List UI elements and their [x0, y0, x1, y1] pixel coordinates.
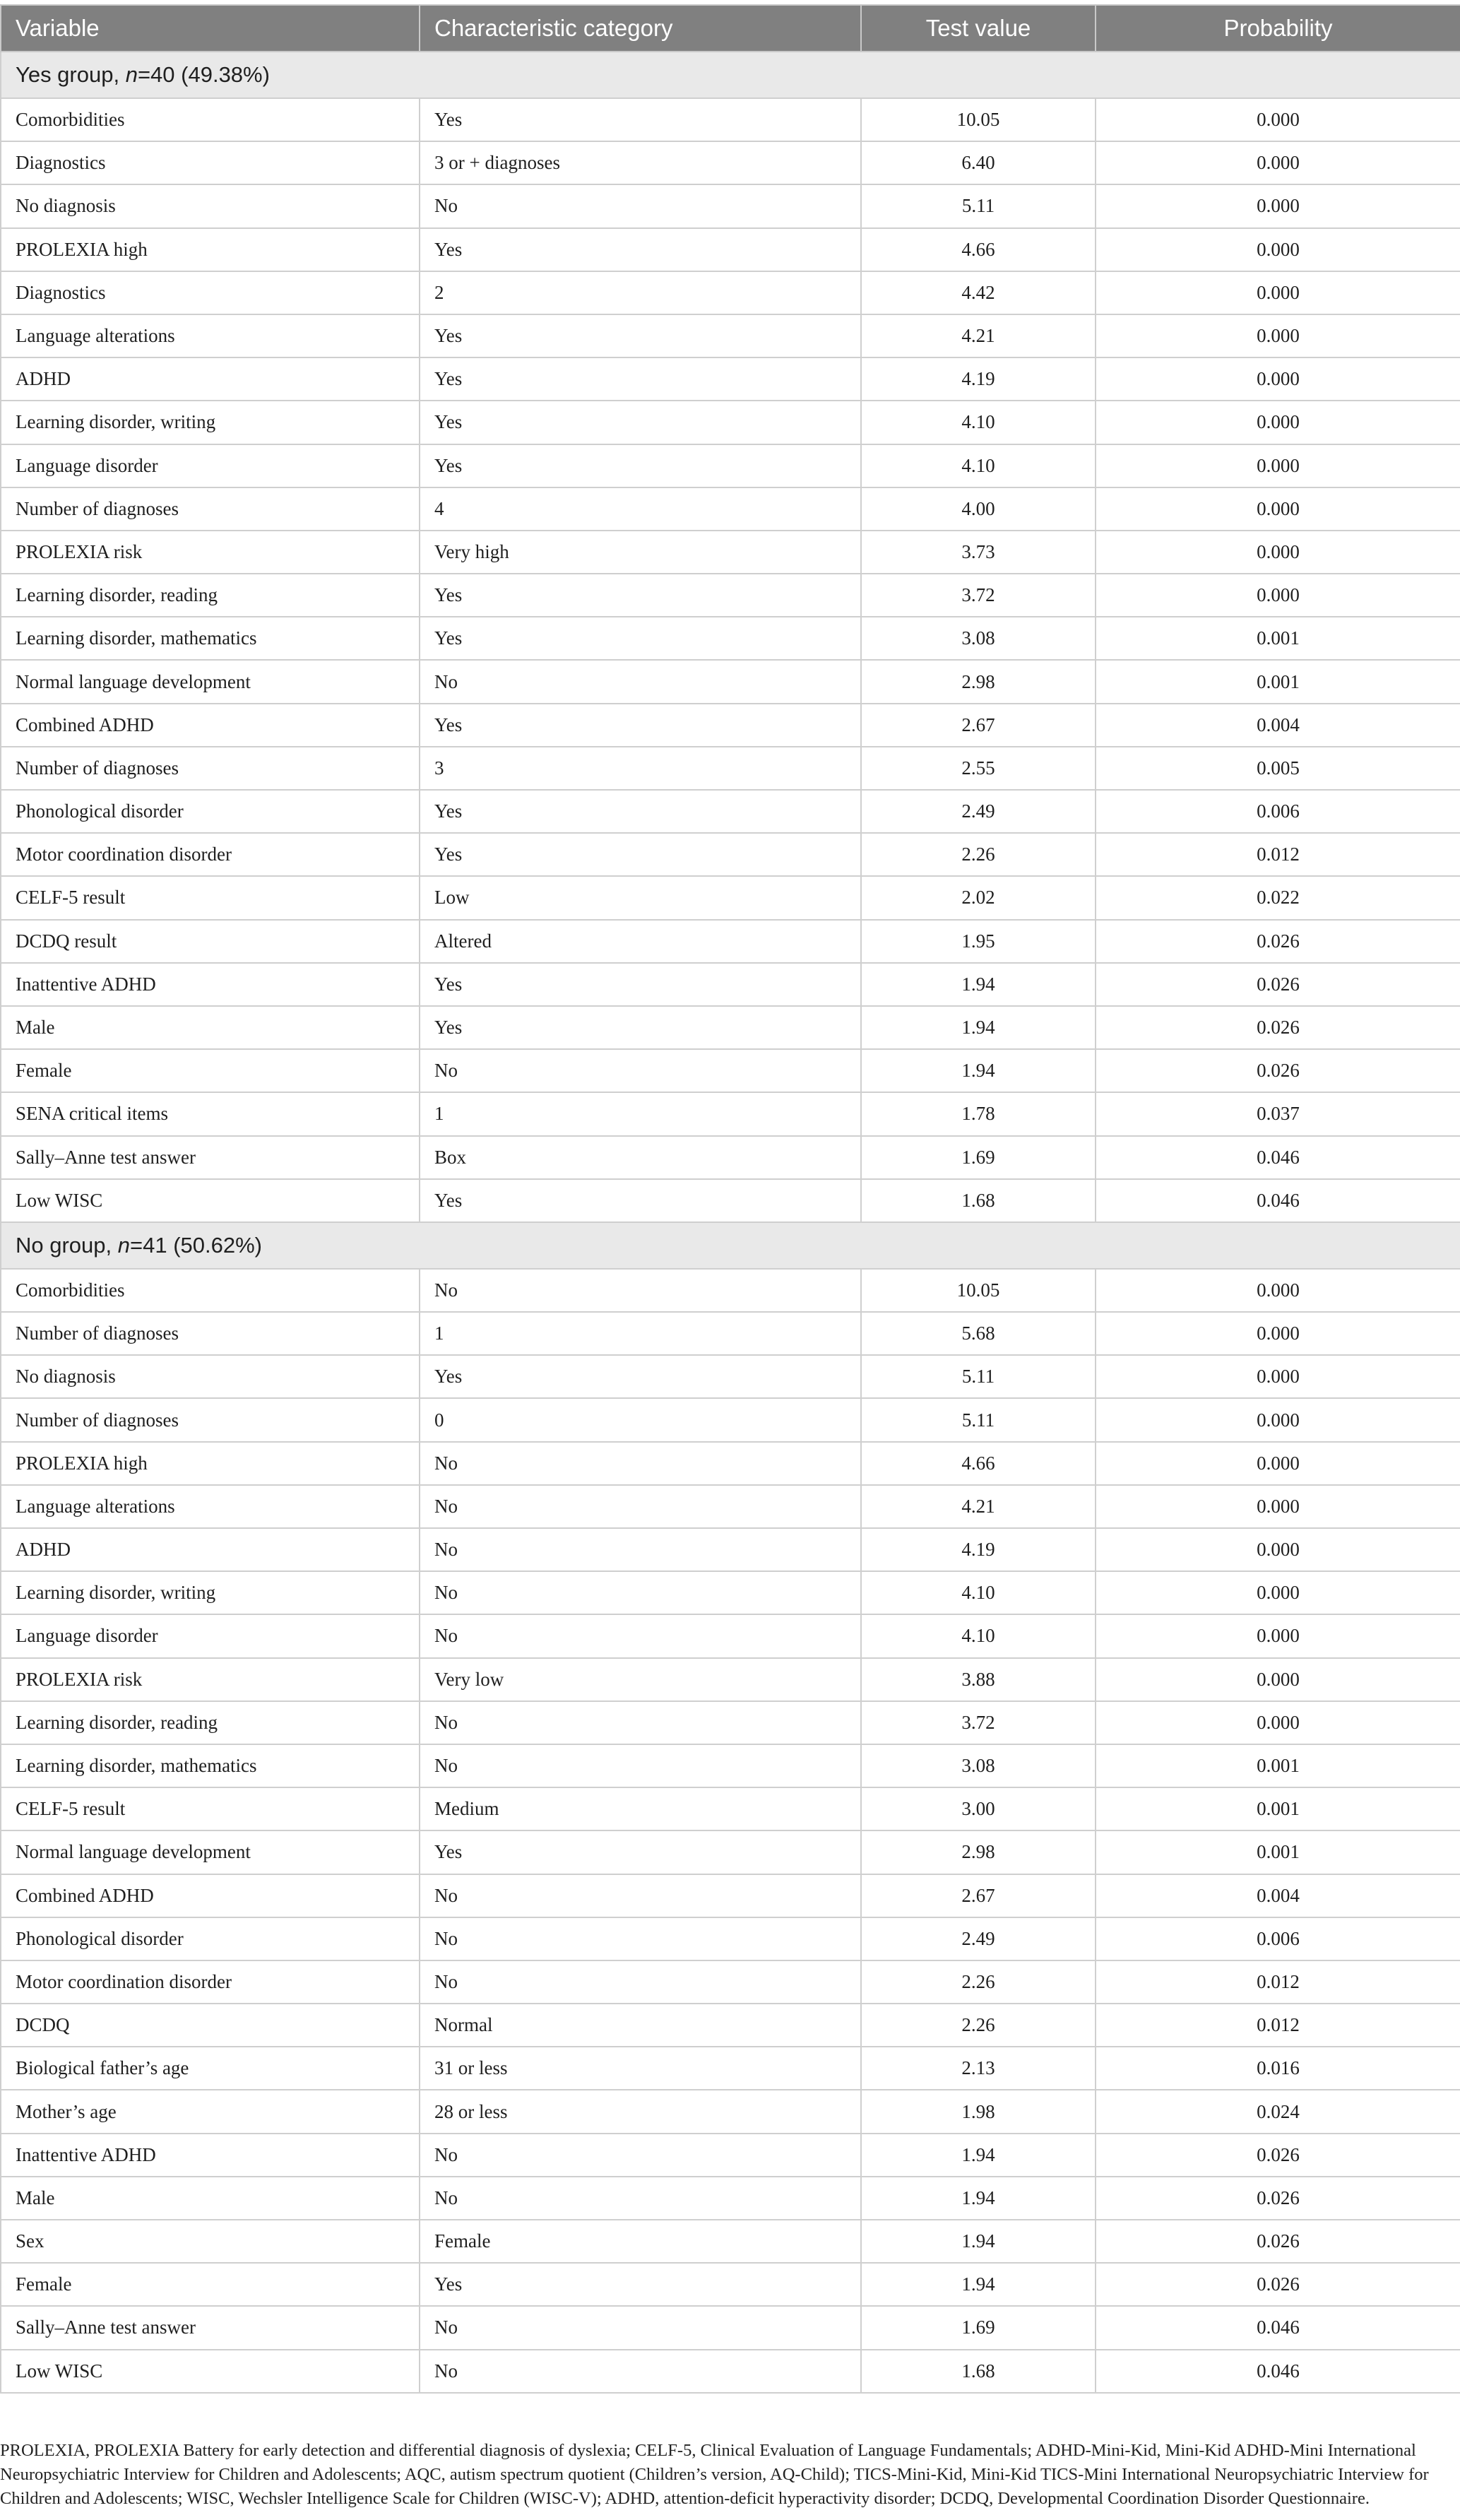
cell-test-value: 1.94	[861, 1049, 1096, 1092]
cell-variable: Number of diagnoses	[1, 747, 420, 790]
cell-variable: Learning disorder, reading	[1, 1701, 420, 1744]
cell-category: Yes	[420, 704, 861, 747]
table-row	[1, 1312, 1460, 1355]
table-row	[1, 1787, 1460, 1830]
cell-test-value: 3.08	[861, 1744, 1096, 1787]
table-row	[1, 1830, 1460, 1874]
table-row	[1, 487, 1460, 531]
table-row	[1, 2134, 1460, 2177]
table-row	[1, 401, 1460, 444]
cell-variable: Motor coordination disorder	[1, 1960, 420, 2004]
table-footnote: PROLEXIA, PROLEXIA Battery for early detection and differential diagnosis of dyslexia; CELF-5, Clinical Evaluation of Language Fundamentals; ADHD-Mini-Kid, Mini-Kid ADHD-Mini International Neuropsychiatric Interview for Children and Adolescents; AQC, autism spectrum quotient (Children’s version, AQ-Child); TICS-Mini-Kid, Mini-Kid TICS-Mini International Neuropsychiatric Interview for Children and Adolescents; WISC, Wechsler Intelligence Scale for Children (WISC-V); ADHD, attention-deficit hyperactivity disorder; DCDQ, Developmental Coordination Disorder Questionnaire.	[0, 2441, 1429, 2508]
cell-variable: ADHD	[1, 1528, 420, 1571]
cell-test-value: 4.21	[861, 314, 1096, 357]
cell-variable: Sally–Anne test answer	[1, 2306, 420, 2349]
cell-category: No	[420, 2306, 861, 2349]
cell-probability: 0.046	[1096, 2350, 1460, 2393]
table-row	[1, 660, 1460, 703]
cell-variable: DCDQ	[1, 2004, 420, 2047]
cell-probability: 0.000	[1096, 357, 1460, 401]
cell-test-value: 4.42	[861, 271, 1096, 314]
cell-test-value: 1.69	[861, 2306, 1096, 2349]
cell-test-value: 3.72	[861, 1701, 1096, 1744]
table-row	[1, 228, 1460, 271]
cell-category: No	[420, 660, 861, 703]
table-row	[1, 184, 1460, 227]
cell-probability: 0.000	[1096, 228, 1460, 271]
cell-category: 2	[420, 271, 861, 314]
cell-category: Low	[420, 876, 861, 919]
table-header	[1, 5, 1460, 52]
cell-variable: Low WISC	[1, 2350, 420, 2393]
cell-probability: 0.005	[1096, 747, 1460, 790]
cell-variable: PROLEXIA high	[1, 1442, 420, 1485]
table-row	[1, 1092, 1460, 1135]
cell-category: No	[420, 1917, 861, 1960]
cell-category: Yes	[420, 314, 861, 357]
cell-probability: 0.000	[1096, 314, 1460, 357]
table-row	[1, 1917, 1460, 1960]
table-row	[1, 747, 1460, 790]
cell-test-value: 5.11	[861, 184, 1096, 227]
cell-probability: 0.046	[1096, 1136, 1460, 1179]
table-row	[1, 1136, 1460, 1179]
table-row	[1, 963, 1460, 1006]
cell-category: 3	[420, 747, 861, 790]
cell-test-value: 2.26	[861, 2004, 1096, 2047]
table-row	[1, 574, 1460, 617]
cell-probability: 0.012	[1096, 2004, 1460, 2047]
cell-variable: Language disorder	[1, 1614, 420, 1657]
cell-category: Altered	[420, 920, 861, 963]
table-row	[1, 1049, 1460, 1092]
cell-probability: 0.001	[1096, 1744, 1460, 1787]
cell-variable: Sex	[1, 2220, 420, 2263]
cell-variable: Inattentive ADHD	[1, 2134, 420, 2177]
cell-variable: Female	[1, 2263, 420, 2306]
cell-category: 1	[420, 1312, 861, 1355]
cell-test-value: 4.10	[861, 1614, 1096, 1657]
cell-probability: 0.026	[1096, 963, 1460, 1006]
cell-probability: 0.001	[1096, 1830, 1460, 1874]
cell-variable: Male	[1, 2177, 420, 2220]
cell-variable: Male	[1, 1006, 420, 1049]
cell-test-value: 4.19	[861, 357, 1096, 401]
cell-category: Yes	[420, 1830, 861, 1874]
cell-test-value: 3.08	[861, 617, 1096, 660]
cell-variable: Diagnostics	[1, 141, 420, 184]
table-row	[1, 2220, 1460, 2263]
cell-category: Yes	[420, 833, 861, 876]
cell-category: No	[420, 1614, 861, 1657]
cell-variable: Normal language development	[1, 1830, 420, 1874]
cell-category: No	[420, 184, 861, 227]
cell-test-value: 4.00	[861, 487, 1096, 531]
cell-variable: Combined ADHD	[1, 1874, 420, 1917]
cell-category: Yes	[420, 357, 861, 401]
cell-variable: Number of diagnoses	[1, 1398, 420, 1441]
cell-probability: 0.012	[1096, 833, 1460, 876]
results-table-container	[0, 4, 1460, 2394]
cell-variable: Low WISC	[1, 1179, 420, 1222]
cell-variable: Learning disorder, writing	[1, 1571, 420, 1614]
cell-variable: Number of diagnoses	[1, 487, 420, 531]
cell-probability: 0.000	[1096, 531, 1460, 574]
cell-variable: Biological father’s age	[1, 2047, 420, 2090]
group-label	[1, 52, 1460, 98]
cell-probability: 0.026	[1096, 2177, 1460, 2220]
cell-category: Normal	[420, 2004, 861, 2047]
cell-category: Yes	[420, 617, 861, 660]
cell-test-value: 2.26	[861, 1960, 1096, 2004]
cell-probability: 0.046	[1096, 2306, 1460, 2349]
table-row	[1, 2047, 1460, 2090]
cell-probability: 0.026	[1096, 1049, 1460, 1092]
cell-category: Yes	[420, 228, 861, 271]
cell-test-value: 2.13	[861, 2047, 1096, 2090]
cell-variable: SENA critical items	[1, 1092, 420, 1135]
cell-probability: 0.000	[1096, 444, 1460, 487]
cell-test-value: 4.19	[861, 1528, 1096, 1571]
group-label-prefix: No group,	[16, 1232, 118, 1258]
cell-variable: Mother’s age	[1, 2090, 420, 2133]
cell-test-value: 1.94	[861, 2263, 1096, 2306]
cell-test-value: 5.11	[861, 1398, 1096, 1441]
cell-test-value: 4.10	[861, 1571, 1096, 1614]
cell-probability: 0.026	[1096, 2134, 1460, 2177]
cell-probability: 0.000	[1096, 574, 1460, 617]
header-row	[1, 5, 1460, 52]
cell-category: No	[420, 2177, 861, 2220]
cell-probability: 0.000	[1096, 1614, 1460, 1657]
results-table	[0, 4, 1460, 2394]
cell-category: Box	[420, 1136, 861, 1179]
cell-probability: 0.000	[1096, 1658, 1460, 1701]
cell-test-value: 10.05	[861, 1269, 1096, 1312]
table-row	[1, 1571, 1460, 1614]
cell-probability: 0.000	[1096, 141, 1460, 184]
cell-probability: 0.037	[1096, 1092, 1460, 1135]
cell-probability: 0.000	[1096, 1571, 1460, 1614]
table-row	[1, 98, 1460, 141]
cell-variable: Sally–Anne test answer	[1, 1136, 420, 1179]
table-row	[1, 1398, 1460, 1441]
cell-variable: Phonological disorder	[1, 1917, 420, 1960]
cell-probability: 0.001	[1096, 617, 1460, 660]
cell-variable: ADHD	[1, 357, 420, 401]
cell-test-value: 1.68	[861, 2350, 1096, 2393]
cell-probability: 0.026	[1096, 1006, 1460, 1049]
cell-probability: 0.022	[1096, 876, 1460, 919]
cell-category: 3 or + diagnoses	[420, 141, 861, 184]
cell-category: No	[420, 1960, 861, 2004]
cell-probability: 0.004	[1096, 704, 1460, 747]
cell-test-value: 1.94	[861, 2177, 1096, 2220]
cell-variable: Language alterations	[1, 314, 420, 357]
cell-test-value: 3.00	[861, 1787, 1096, 1830]
cell-probability: 0.000	[1096, 1355, 1460, 1398]
table-row	[1, 1614, 1460, 1657]
cell-probability: 0.000	[1096, 1442, 1460, 1485]
cell-test-value: 4.10	[861, 444, 1096, 487]
cell-probability: 0.006	[1096, 790, 1460, 833]
cell-test-value: 2.67	[861, 704, 1096, 747]
group-label-n: n	[125, 62, 138, 87]
table-row	[1, 1658, 1460, 1701]
cell-category: Yes	[420, 444, 861, 487]
cell-category: No	[420, 1269, 861, 1312]
group-header-row	[1, 52, 1460, 98]
table-row	[1, 920, 1460, 963]
table-row	[1, 704, 1460, 747]
cell-category: 4	[420, 487, 861, 531]
cell-probability: 0.000	[1096, 184, 1460, 227]
cell-category: No	[420, 2134, 861, 2177]
cell-test-value: 1.94	[861, 1006, 1096, 1049]
table-row	[1, 1006, 1460, 1049]
table-row	[1, 2263, 1460, 2306]
table-row	[1, 2306, 1460, 2349]
header-test-value: Test value	[861, 5, 1096, 52]
cell-category: 0	[420, 1398, 861, 1441]
cell-variable: No diagnosis	[1, 1355, 420, 1398]
cell-probability: 0.001	[1096, 660, 1460, 703]
table-row	[1, 2004, 1460, 2047]
cell-test-value: 1.98	[861, 2090, 1096, 2133]
cell-test-value: 3.72	[861, 574, 1096, 617]
table-row	[1, 1528, 1460, 1571]
cell-test-value: 2.02	[861, 876, 1096, 919]
table-row	[1, 1960, 1460, 2004]
cell-category: No	[420, 2350, 861, 2393]
cell-test-value: 4.21	[861, 1485, 1096, 1528]
group-label	[1, 1222, 1460, 1269]
cell-probability: 0.000	[1096, 1485, 1460, 1528]
cell-test-value: 1.94	[861, 2220, 1096, 2263]
group-label-count: =40 (49.38%)	[137, 62, 270, 87]
cell-variable: PROLEXIA risk	[1, 1658, 420, 1701]
cell-test-value: 3.73	[861, 531, 1096, 574]
cell-test-value: 5.11	[861, 1355, 1096, 1398]
cell-test-value: 5.68	[861, 1312, 1096, 1355]
cell-probability: 0.024	[1096, 2090, 1460, 2133]
cell-probability: 0.004	[1096, 1874, 1460, 1917]
cell-variable: No diagnosis	[1, 184, 420, 227]
cell-variable: Learning disorder, mathematics	[1, 1744, 420, 1787]
cell-test-value: 2.98	[861, 660, 1096, 703]
cell-category: No	[420, 1528, 861, 1571]
cell-test-value: 1.95	[861, 920, 1096, 963]
cell-variable: Learning disorder, mathematics	[1, 617, 420, 660]
cell-probability: 0.000	[1096, 401, 1460, 444]
cell-variable: Female	[1, 1049, 420, 1092]
cell-category: Yes	[420, 963, 861, 1006]
table-row	[1, 2177, 1460, 2220]
cell-test-value: 2.67	[861, 1874, 1096, 1917]
cell-category: 28 or less	[420, 2090, 861, 2133]
cell-probability: 0.000	[1096, 98, 1460, 141]
cell-test-value: 10.05	[861, 98, 1096, 141]
cell-test-value: 2.98	[861, 1830, 1096, 1874]
cell-category: Yes	[420, 98, 861, 141]
cell-category: Yes	[420, 1355, 861, 1398]
table-row	[1, 357, 1460, 401]
table-row	[1, 271, 1460, 314]
cell-probability: 0.000	[1096, 1269, 1460, 1312]
cell-variable: PROLEXIA high	[1, 228, 420, 271]
cell-test-value: 2.26	[861, 833, 1096, 876]
cell-category: Yes	[420, 1179, 861, 1222]
cell-category: No	[420, 1485, 861, 1528]
cell-probability: 0.001	[1096, 1787, 1460, 1830]
cell-variable: PROLEXIA risk	[1, 531, 420, 574]
cell-category: Yes	[420, 2263, 861, 2306]
cell-category: 31 or less	[420, 2047, 861, 2090]
table-row	[1, 1485, 1460, 1528]
table-row	[1, 617, 1460, 660]
cell-probability: 0.000	[1096, 271, 1460, 314]
cell-variable: CELF-5 result	[1, 876, 420, 919]
cell-variable: Language alterations	[1, 1485, 420, 1528]
cell-probability: 0.016	[1096, 2047, 1460, 2090]
table-row	[1, 1442, 1460, 1485]
cell-category: No	[420, 1874, 861, 1917]
cell-test-value: 4.66	[861, 1442, 1096, 1485]
cell-probability: 0.006	[1096, 1917, 1460, 1960]
cell-test-value: 1.94	[861, 2134, 1096, 2177]
cell-variable: Normal language development	[1, 660, 420, 703]
cell-category: Yes	[420, 401, 861, 444]
table-row	[1, 1744, 1460, 1787]
cell-category: No	[420, 1571, 861, 1614]
table-row	[1, 314, 1460, 357]
cell-test-value: 2.49	[861, 1917, 1096, 1960]
cell-variable: Motor coordination disorder	[1, 833, 420, 876]
table-row	[1, 1269, 1460, 1312]
table-row	[1, 1179, 1460, 1222]
cell-variable: Inattentive ADHD	[1, 963, 420, 1006]
group-label-count: =41 (50.62%)	[130, 1232, 262, 1258]
table-row	[1, 444, 1460, 487]
cell-test-value: 1.69	[861, 1136, 1096, 1179]
cell-category: Yes	[420, 790, 861, 833]
cell-category: 1	[420, 1092, 861, 1135]
group-label-prefix: Yes group,	[16, 62, 126, 87]
group-header-row	[1, 1222, 1460, 1269]
table-body	[1, 52, 1460, 2393]
cell-category: Yes	[420, 1006, 861, 1049]
cell-category: Very low	[420, 1658, 861, 1701]
cell-variable: Number of diagnoses	[1, 1312, 420, 1355]
table-row	[1, 531, 1460, 574]
cell-category: No	[420, 1701, 861, 1744]
cell-variable: Learning disorder, reading	[1, 574, 420, 617]
table-row	[1, 833, 1460, 876]
cell-test-value: 6.40	[861, 141, 1096, 184]
table-row	[1, 2090, 1460, 2133]
cell-category: No	[420, 1049, 861, 1092]
group-label-n: n	[117, 1232, 131, 1258]
cell-probability: 0.026	[1096, 2263, 1460, 2306]
cell-probability: 0.000	[1096, 1701, 1460, 1744]
table-row	[1, 876, 1460, 919]
cell-category: No	[420, 1744, 861, 1787]
cell-variable: Phonological disorder	[1, 790, 420, 833]
cell-probability: 0.026	[1096, 920, 1460, 963]
cell-category: Medium	[420, 1787, 861, 1830]
cell-probability: 0.012	[1096, 1960, 1460, 2004]
cell-variable: Comorbidities	[1, 98, 420, 141]
cell-test-value: 4.66	[861, 228, 1096, 271]
cell-variable: CELF-5 result	[1, 1787, 420, 1830]
table-row	[1, 790, 1460, 833]
cell-probability: 0.000	[1096, 1528, 1460, 1571]
cell-variable: Language disorder	[1, 444, 420, 487]
table-row	[1, 141, 1460, 184]
cell-variable: DCDQ result	[1, 920, 420, 963]
cell-probability: 0.046	[1096, 1179, 1460, 1222]
cell-probability: 0.000	[1096, 1398, 1460, 1441]
table-row	[1, 1874, 1460, 1917]
cell-probability: 0.000	[1096, 487, 1460, 531]
cell-test-value: 2.55	[861, 747, 1096, 790]
cell-category: Very high	[420, 531, 861, 574]
cell-test-value: 3.88	[861, 1658, 1096, 1701]
table-row	[1, 1355, 1460, 1398]
table-row	[1, 2350, 1460, 2393]
cell-test-value: 1.68	[861, 1179, 1096, 1222]
cell-variable: Combined ADHD	[1, 704, 420, 747]
table-row	[1, 1701, 1460, 1744]
cell-test-value: 1.94	[861, 963, 1096, 1006]
cell-test-value: 4.10	[861, 401, 1096, 444]
cell-variable: Learning disorder, writing	[1, 401, 420, 444]
cell-category: Yes	[420, 574, 861, 617]
cell-probability: 0.026	[1096, 2220, 1460, 2263]
cell-category: No	[420, 1442, 861, 1485]
cell-probability: 0.000	[1096, 1312, 1460, 1355]
cell-test-value: 1.78	[861, 1092, 1096, 1135]
cell-test-value: 2.49	[861, 790, 1096, 833]
header-characteristic-category: Characteristic category	[420, 5, 861, 52]
cell-variable: Diagnostics	[1, 271, 420, 314]
cell-category: Female	[420, 2220, 861, 2263]
cell-variable: Comorbidities	[1, 1269, 420, 1312]
header-variable: Variable	[1, 5, 420, 52]
header-probability: Probability	[1096, 5, 1460, 52]
